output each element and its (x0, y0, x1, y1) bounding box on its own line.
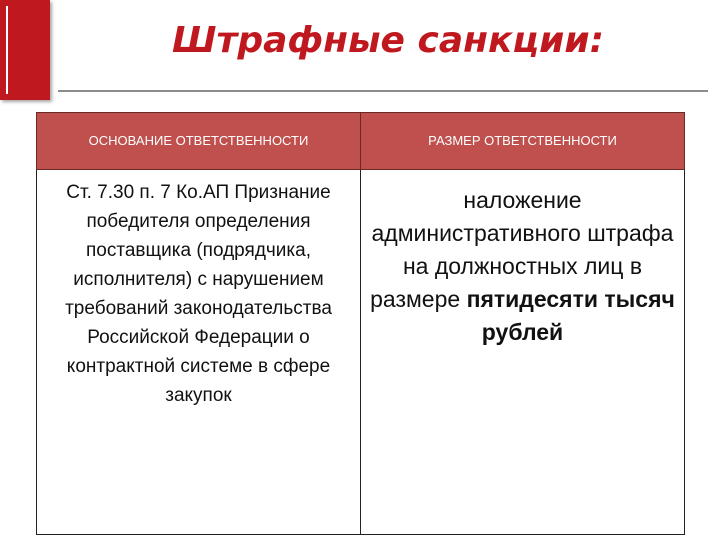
table-row (37, 170, 685, 535)
header-basis: ОСНОВАНИЕ ОТВЕТСТВЕННОСТИ (37, 113, 361, 170)
accent-bar (0, 0, 50, 100)
header-penalty: РАЗМЕР ОТВЕТСТВЕННОСТИ (361, 113, 685, 170)
slide-title: Штрафные санкции: (172, 20, 604, 61)
penalty-cell (361, 170, 685, 535)
penalty-text (363, 184, 682, 349)
penalty-amount: пятидесяти тысяч рублей (466, 286, 675, 345)
basis-cell (37, 170, 361, 535)
penalty-prefix: наложение административного штрафа на должностных лиц в размере (370, 187, 674, 312)
sanctions-table (36, 112, 685, 535)
title-underline (58, 90, 708, 92)
basis-text: Ст. 7.30 п. 7 Ко.АП Признание победителя определения поставщика (подрядчика, исполнителя) с нарушением требований законодательства Российской Федерации о контрактной системе в сфере закупок (65, 182, 332, 406)
table-header-row (37, 113, 685, 170)
